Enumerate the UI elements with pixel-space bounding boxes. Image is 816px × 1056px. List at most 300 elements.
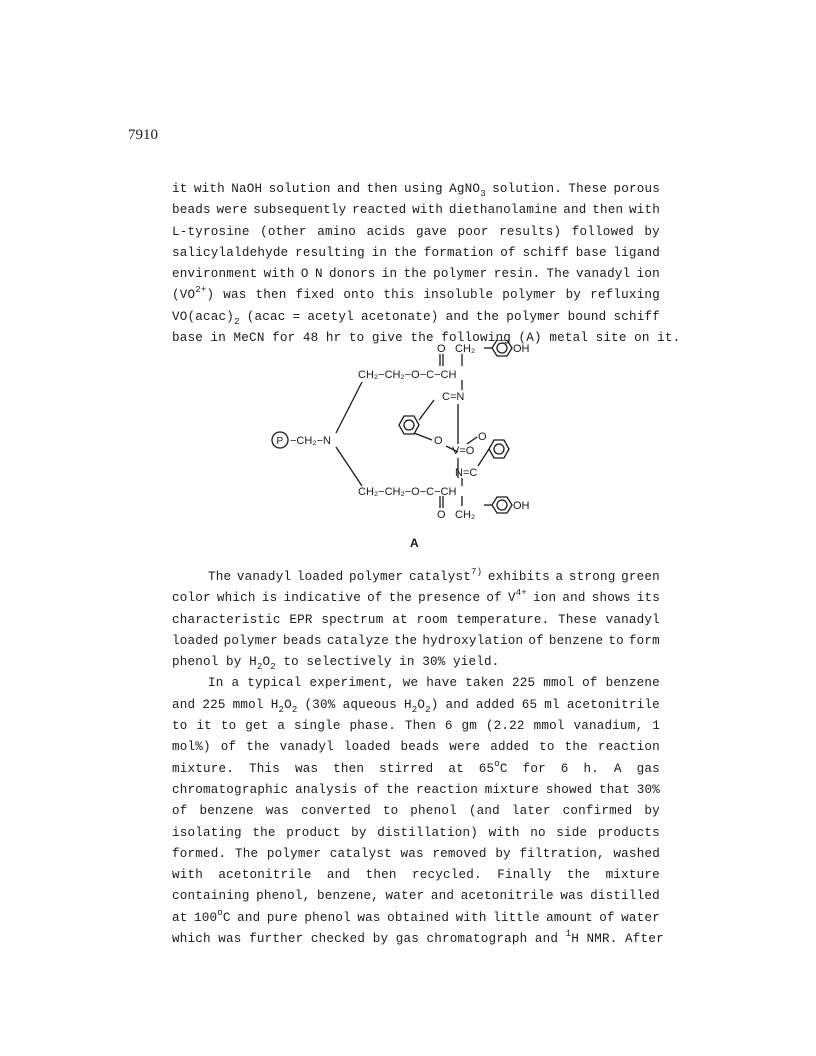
- word: $(VO^{2+})$: [172, 285, 215, 303]
- word: then: [255, 288, 287, 303]
- word: =: [292, 309, 301, 324]
- word: benzene: [548, 633, 604, 648]
- word: mmol: [533, 719, 565, 734]
- word: were: [216, 203, 248, 218]
- word: of: [486, 591, 502, 606]
- word: catalyze: [326, 633, 389, 648]
- word: hydroxylation: [422, 633, 524, 648]
- arm-top-label: CH₂−CH₂−O−C−CH: [358, 369, 457, 381]
- word: solution.: [492, 182, 562, 196]
- word: was: [265, 804, 290, 819]
- word: to: [172, 719, 188, 734]
- word: then: [592, 203, 624, 218]
- word: presence: [418, 591, 481, 606]
- word: (other: [260, 224, 307, 239]
- word: mixture.: [172, 761, 235, 776]
- word: polymer: [266, 846, 322, 861]
- word: color: [172, 591, 211, 606]
- word: (acac: [246, 309, 286, 324]
- word: (A): [518, 331, 542, 346]
- word: a: [231, 676, 240, 691]
- word: no: [530, 825, 546, 840]
- word: isolating: [172, 825, 242, 840]
- paragraph3-line: [172, 844, 660, 865]
- word: in: [371, 245, 388, 260]
- word: was: [294, 761, 319, 776]
- word: mixture: [484, 782, 540, 797]
- word: beads: [283, 633, 322, 648]
- word: using: [404, 182, 443, 196]
- word: Then: [404, 719, 436, 734]
- word: the: [386, 782, 410, 797]
- word: mmol: [543, 676, 575, 691]
- oh-bottom: OH: [513, 500, 530, 512]
- phenoxide-right: O: [478, 431, 487, 443]
- word: distillation): [377, 825, 479, 840]
- carbonyl-top-o: O: [437, 343, 446, 355]
- word: indicative: [283, 591, 362, 606]
- word: characteristic: [172, 612, 281, 627]
- word: of: [367, 591, 383, 606]
- word: vanadyl: [576, 267, 631, 282]
- word: product: [286, 825, 341, 840]
- word: was: [357, 910, 381, 925]
- word: with: [412, 203, 444, 218]
- word: the: [410, 331, 434, 346]
- word: with: [263, 267, 295, 282]
- word: removed: [432, 846, 487, 861]
- word: In: [208, 676, 224, 691]
- word: we: [402, 676, 419, 691]
- word: room: [416, 612, 448, 627]
- word: loaded: [296, 570, 344, 584]
- word: EPR: [289, 612, 313, 627]
- word: and: [445, 697, 469, 712]
- word: reaction: [597, 740, 660, 755]
- paragraph2-line: [172, 631, 660, 652]
- oh-top: OH: [513, 343, 530, 355]
- word: onto: [343, 288, 375, 303]
- paragraph3-line: [172, 886, 660, 907]
- word: loaded: [172, 633, 219, 648]
- word: $H_2O_2$): [403, 697, 439, 715]
- word: phenol,: [256, 889, 311, 904]
- word: ligand: [613, 245, 660, 260]
- word: MeCN: [233, 331, 265, 346]
- word: single: [294, 719, 341, 734]
- word: catalyst$^{7)}$: [408, 567, 483, 584]
- word: amino: [317, 224, 357, 239]
- word: the: [388, 591, 413, 606]
- word: and: [430, 889, 455, 904]
- word: 30%: [636, 782, 660, 797]
- phenoxide-left: O: [434, 435, 443, 447]
- word: vanadyl: [279, 740, 334, 755]
- word: yield.: [452, 655, 500, 670]
- paragraph3-line: [172, 716, 660, 737]
- word: taken: [465, 676, 504, 691]
- word: mmol: [232, 697, 264, 712]
- word: diethanolamine: [448, 203, 558, 218]
- word: on: [634, 331, 650, 346]
- word: in: [381, 267, 398, 282]
- word: NMR.: [586, 932, 618, 947]
- word: L-tyrosine: [172, 224, 250, 239]
- word: mixture: [605, 868, 660, 883]
- paragraph3-line: [172, 908, 660, 929]
- word: a: [277, 719, 286, 734]
- word: selectively: [306, 655, 392, 670]
- word: (2.22: [485, 719, 525, 734]
- word: experiment,: [309, 676, 395, 691]
- word: 225: [202, 697, 226, 712]
- word: it.: [657, 331, 681, 346]
- word: beads: [172, 203, 211, 218]
- word: beads: [400, 740, 440, 755]
- word: it: [172, 182, 188, 196]
- word: form: [628, 633, 660, 648]
- word: to: [382, 804, 399, 819]
- word: little: [493, 910, 540, 925]
- word: poor: [457, 224, 489, 239]
- word: acetonitrile: [460, 889, 554, 904]
- word: obtained: [387, 910, 450, 925]
- word: 225: [511, 676, 536, 691]
- word: washed: [613, 846, 660, 861]
- word: phase.: [349, 719, 397, 734]
- word: and: [445, 309, 469, 324]
- word: schiff: [613, 309, 660, 324]
- word: by: [351, 825, 367, 840]
- word: porous: [613, 182, 660, 196]
- word: (30%: [304, 697, 336, 712]
- word: with: [628, 203, 660, 218]
- paragraph2-line: [172, 567, 660, 588]
- word: have: [426, 676, 458, 691]
- word: base: [575, 245, 607, 260]
- word: 1: [652, 719, 660, 734]
- word: loaded: [343, 740, 391, 755]
- word: at: [448, 761, 464, 776]
- word: salicylaldehyde: [172, 245, 289, 260]
- word: schiff: [522, 245, 570, 260]
- word: A: [613, 761, 622, 776]
- word: of: [500, 245, 516, 260]
- word: strong: [568, 570, 616, 584]
- word: resulting: [295, 245, 365, 260]
- word: for: [272, 331, 296, 346]
- word: get: [245, 719, 269, 734]
- word: of: [363, 782, 380, 797]
- paragraph2-line: [172, 652, 660, 673]
- word: O: [300, 267, 309, 282]
- word: and: [337, 182, 361, 196]
- word: 65$^o$C: [478, 758, 508, 776]
- paragraph1-line: [172, 307, 660, 328]
- word: 65: [521, 697, 538, 712]
- word: bound: [567, 309, 607, 324]
- word: the: [566, 868, 591, 883]
- word: typical: [247, 676, 302, 691]
- word: After: [625, 932, 664, 947]
- word: was: [218, 932, 242, 947]
- word: were: [449, 740, 481, 755]
- word: (and: [468, 804, 500, 819]
- word: $H_2O_2$: [249, 655, 276, 673]
- arm-bottom-label: CH₂−CH₂−O−C−CH: [358, 486, 457, 498]
- word: which: [216, 591, 256, 606]
- paragraph1-line: [172, 264, 660, 285]
- word: $^1$H: [565, 929, 580, 947]
- word: $V^{4+}$: [507, 588, 527, 606]
- word: the: [252, 825, 276, 840]
- word: for: [522, 761, 546, 776]
- paragraph3-line: [172, 759, 660, 780]
- word: the: [403, 267, 427, 282]
- word: amount: [546, 910, 593, 925]
- word: AgNO$_3$: [449, 182, 486, 199]
- word: subsequently: [253, 203, 347, 218]
- word: the: [475, 309, 500, 324]
- word: analysis: [295, 782, 358, 797]
- word: mol%): [172, 740, 211, 755]
- word: at: [392, 612, 408, 627]
- word: $VO(acac)_2$: [172, 309, 240, 327]
- word: then: [366, 182, 398, 196]
- word: site: [595, 331, 627, 346]
- word: to: [283, 655, 299, 670]
- word: added: [490, 740, 530, 755]
- word: results): [499, 224, 562, 239]
- paragraph3-line: [172, 737, 660, 758]
- word: acetonitrile: [218, 868, 312, 883]
- word: products: [597, 825, 660, 840]
- word: was: [223, 288, 247, 303]
- word: base: [172, 331, 204, 346]
- carbonyl-bottom-o: O: [437, 509, 446, 521]
- word: chromatographic: [172, 782, 289, 797]
- word: exhibits: [487, 570, 550, 584]
- word: and: [534, 932, 559, 947]
- word: its: [636, 591, 660, 606]
- word: ion: [636, 267, 660, 282]
- paragraph1-line: [172, 179, 660, 200]
- paragraph-continuation: [172, 179, 681, 349]
- vanadyl-schiff-base-structure: [262, 340, 562, 532]
- word: polymer: [502, 288, 557, 303]
- word: Finally: [497, 868, 552, 883]
- word: with: [193, 182, 225, 196]
- word: water: [621, 910, 660, 925]
- word: showed: [545, 782, 593, 797]
- word: checked: [310, 932, 366, 947]
- word: by: [495, 846, 511, 861]
- word: then: [333, 761, 365, 776]
- word: containing: [172, 889, 250, 904]
- word: pure: [266, 910, 298, 925]
- word: benzene,: [316, 889, 380, 904]
- word: gm: [461, 719, 478, 734]
- word: the: [393, 245, 418, 260]
- word: water: [385, 889, 425, 904]
- body-text: [172, 567, 664, 950]
- word: hr: [325, 331, 342, 346]
- word: phenol: [410, 804, 457, 819]
- word: and: [237, 910, 261, 925]
- word: The: [234, 846, 259, 861]
- paragraph2-line: [172, 588, 660, 609]
- polymer-label: P: [276, 436, 284, 447]
- paragraph3-line: [172, 673, 660, 694]
- word: vanadyl: [236, 570, 292, 584]
- word: vanadyl: [605, 612, 660, 627]
- paragraph1-line: [172, 200, 660, 221]
- word: a: [555, 570, 564, 584]
- word: These: [558, 612, 597, 627]
- word: is: [261, 591, 278, 606]
- word: insoluble: [423, 288, 494, 303]
- word: metal: [549, 331, 589, 346]
- word: by: [372, 932, 389, 947]
- word: that: [598, 782, 630, 797]
- word: The: [208, 570, 232, 584]
- word: 6: [560, 761, 569, 776]
- word: to: [539, 740, 555, 755]
- word: by: [644, 224, 660, 239]
- word: gas: [636, 761, 660, 776]
- paragraph3-line: [172, 801, 660, 822]
- word: further: [249, 932, 304, 947]
- word: acetonitrile: [566, 697, 660, 712]
- word: to: [348, 331, 365, 346]
- imine-top: C=N: [442, 391, 465, 403]
- word: of: [599, 910, 615, 925]
- word: acids: [366, 224, 406, 239]
- word: stirred: [379, 761, 434, 776]
- word: formation: [423, 245, 494, 260]
- word: phenol: [172, 655, 219, 670]
- word: by: [226, 655, 242, 670]
- paragraph3-line: [172, 780, 660, 801]
- word: aqueous: [342, 697, 397, 712]
- word: catalyst: [329, 846, 392, 861]
- word: 6: [444, 719, 453, 734]
- word: 100$^o$C: [193, 907, 231, 925]
- word: 48: [302, 331, 319, 346]
- word: vanadium,: [573, 719, 644, 734]
- word: with: [488, 825, 520, 840]
- word: fixed: [295, 288, 335, 303]
- word: which: [172, 932, 211, 947]
- word: confirmed: [562, 804, 633, 819]
- word: gas: [395, 932, 419, 947]
- word: polymer: [349, 570, 404, 584]
- word: of: [528, 633, 544, 648]
- page-number: 7910: [128, 127, 158, 143]
- word: phenol: [304, 910, 351, 925]
- paragraph2-line: [172, 610, 660, 631]
- word: and: [172, 697, 196, 712]
- word: green: [621, 570, 660, 584]
- word: donors: [328, 267, 376, 282]
- paragraph1-line: [172, 222, 660, 243]
- word: by: [565, 288, 582, 303]
- word: reaction: [415, 782, 479, 797]
- word: polymer: [506, 309, 561, 324]
- word: later: [511, 804, 551, 819]
- word: of: [172, 804, 188, 819]
- ch2-bottom: CH₂: [455, 509, 476, 521]
- word: ion: [533, 591, 557, 606]
- word: formed.: [172, 846, 227, 861]
- word: distilled: [590, 889, 660, 904]
- paragraph3-line: [172, 823, 660, 844]
- word: converted: [301, 804, 371, 819]
- word: followed: [571, 224, 634, 239]
- imine-bottom: N=C: [455, 467, 478, 479]
- paragraph3-line: [172, 695, 660, 716]
- paragraph3-line: [172, 865, 660, 886]
- word: this: [383, 288, 415, 303]
- word: 30%: [422, 655, 446, 670]
- word: N: [314, 267, 323, 282]
- word: of: [220, 740, 237, 755]
- word: following: [441, 331, 512, 346]
- word: polymer: [433, 267, 488, 282]
- word: it: [196, 719, 212, 734]
- word: in: [399, 655, 415, 670]
- word: to: [608, 633, 624, 648]
- word: the: [246, 740, 270, 755]
- word: environment: [172, 267, 258, 282]
- word: spectrum: [321, 612, 384, 627]
- word: benzene: [199, 804, 254, 819]
- word: reacted: [352, 203, 407, 218]
- word: by: [644, 804, 660, 819]
- word: and: [562, 591, 586, 606]
- paragraph1-line: [172, 243, 660, 264]
- linker-label: −CH₂−N: [290, 435, 331, 447]
- word: acetyl: [307, 309, 354, 324]
- word: refluxing: [590, 288, 660, 303]
- word: The: [546, 267, 570, 282]
- paragraph3-line: [172, 929, 664, 950]
- word: resin.: [493, 267, 541, 282]
- word: the: [564, 740, 588, 755]
- word: at: [172, 910, 188, 925]
- word: solution: [268, 182, 331, 196]
- ch2-top: CH₂: [455, 343, 476, 355]
- word: This: [248, 761, 281, 776]
- word: then: [365, 868, 397, 883]
- word: to: [220, 719, 237, 734]
- word: added: [475, 697, 515, 712]
- word: side: [556, 825, 588, 840]
- word: filtration,: [519, 846, 605, 861]
- word: temperature.: [456, 612, 550, 627]
- word: with: [172, 868, 204, 883]
- word: ml: [544, 697, 560, 712]
- word: $H_2O_2$: [270, 697, 298, 715]
- word: NaOH: [231, 182, 263, 196]
- word: shows: [591, 591, 631, 606]
- word: These: [568, 182, 608, 196]
- word: was: [560, 889, 584, 904]
- word: and: [326, 868, 351, 883]
- word: was: [400, 846, 424, 861]
- word: and: [563, 203, 587, 218]
- compound-label: A: [410, 536, 419, 550]
